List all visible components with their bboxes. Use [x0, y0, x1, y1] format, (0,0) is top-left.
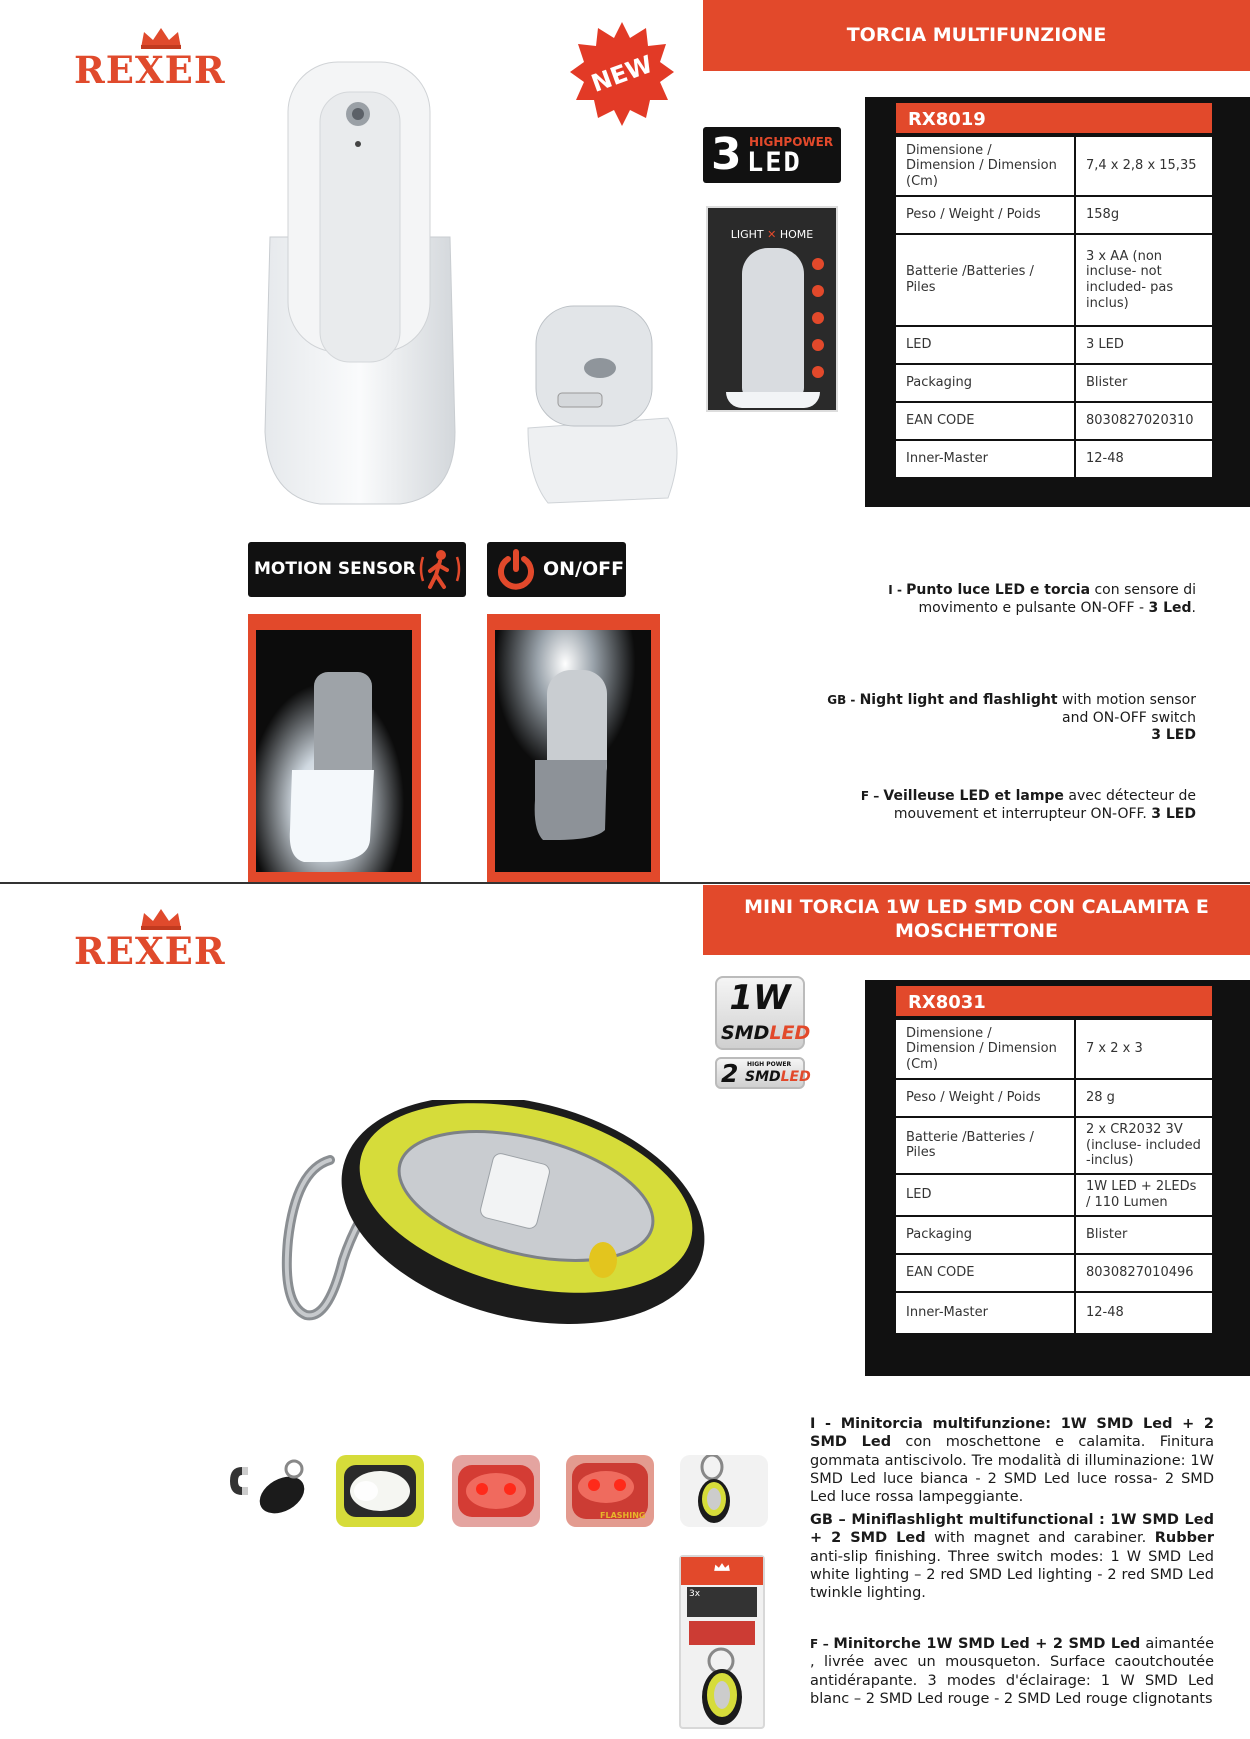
spec-panel-rx8031: [865, 980, 1250, 1376]
table-row: EAN CODE 8030827020310: [895, 402, 1213, 440]
pack-count-label: 3x: [687, 1587, 757, 1617]
2-label: 2: [721, 1059, 739, 1088]
spec-panel-rx8019: [865, 97, 1250, 507]
walking-person-icon: [418, 547, 462, 591]
section-divider: [0, 882, 1250, 884]
smd-label-2: SMD: [745, 1069, 781, 1085]
description-fr: F – Minitorche 1W SMD Led + 2 SMD Led aimantée , livrée avec un mousqueton. Surface caoutchoutée antidérapante. 3 modes d'éclairage: 1 W SMD Led blanc – 2 SMD Led rouge - 2 SMD Led rouge clignotants: [810, 1636, 1214, 1707]
description-it: I - Minitorcia multifunzione: 1W SMD Led + 2 SMD Led con moschettone e calamita. Finitura gommata antiscivolo. Tre modalità di illuminazione: 1W SMD Led luce bianca - 2 SMD Led luce rossa- 2 SMD Led luce rossa lampeggiante.: [810, 1416, 1214, 1506]
thumb-magnet: [222, 1455, 310, 1527]
product-code: RX8031: [894, 984, 1214, 1018]
thumb-white-light: [336, 1455, 424, 1527]
thumb-keychain: [680, 1455, 768, 1527]
on-off-badge: [487, 542, 626, 597]
table-row: EAN CODE 8030827010496: [895, 1254, 1213, 1292]
table-row: Inner-Master 12-48: [895, 1292, 1213, 1334]
table-row: Peso / Weight / Poids 158g: [895, 196, 1213, 234]
page-title: TORCIA MULTIFUNZIONE: [703, 0, 1250, 71]
thumb-red-flashing: [566, 1455, 654, 1527]
highpower-led-badge: [703, 127, 841, 183]
spec-table: [894, 135, 1214, 479]
description-fr: F – Veilleuse LED et lampe avec détecteur de mouvement et interrupteur ON-OFF. 3 LED: [860, 788, 1196, 822]
new-starburst-badge: [568, 20, 676, 128]
table-row: Batterie /Batteries / Piles 3 x AA (non incluse- not included- pas inclus): [895, 234, 1213, 326]
flashing-label: FLASHING: [600, 1511, 646, 1520]
power-icon: [495, 549, 537, 591]
table-row: Dimensione / Dimension / Dimension (Cm) 7 x 2 x 3: [895, 1019, 1213, 1079]
2-smd-led-badge: [715, 1057, 811, 1089]
new-label: NEW: [587, 50, 657, 98]
table-row: Packaging Blister: [895, 364, 1213, 402]
table-row: Dimensione / Dimension / Dimension (Cm) 7,4 x 2,8 x 15,35: [895, 136, 1213, 196]
on-off-night-photo: [487, 614, 660, 882]
led-count: 3: [711, 129, 742, 180]
table-row: LED 3 LED: [895, 326, 1213, 364]
table-row: Packaging Blister: [895, 1216, 1213, 1254]
product-section-rx8031: [0, 885, 1250, 1739]
high-power-label: HIGH POWER: [747, 1061, 792, 1068]
rexer-logo: [74, 26, 249, 92]
table-row: Batterie /Batteries / Piles 2 x CR2032 3V (incluse- included -inclus): [895, 1117, 1213, 1174]
spec-table: [894, 1018, 1214, 1335]
crown-icon: [138, 907, 184, 931]
description-gb: GB – Miniflashlight multifunctional : 1W SMD Led + 2 SMD Led with magnet and carabiner. Rubber anti-slip finishing. Three switch modes: 1 W SMD Led white lighting – 2 red SMD Led lighting - 2 red SMD Led twinkle lighting.: [810, 1512, 1214, 1602]
table-row: Inner-Master 12-48: [895, 440, 1213, 478]
motion-sensor-night-photo: [248, 614, 421, 882]
led-label: LED: [769, 1022, 811, 1044]
on-off-label: ON/OFF: [543, 558, 625, 580]
1w-smd-led-badge: [715, 976, 811, 1050]
led-label-2: LED: [780, 1069, 811, 1085]
brand-wordmark: REXER: [74, 48, 226, 92]
blister-pack-photo: LIGHT ✕ HOME: [706, 206, 838, 412]
table-row: Peso / Weight / Poids 28 g: [895, 1079, 1213, 1117]
smd-label: SMD: [721, 1022, 770, 1044]
table-row: LED 1W LED + 2LEDs / 110 Lumen: [895, 1174, 1213, 1216]
pack-light-label: LIGHT: [730, 228, 764, 241]
motion-sensor-badge: [248, 542, 466, 597]
highpower-label: HIGHPOWER: [749, 135, 834, 149]
1w-label: 1W: [729, 978, 791, 1018]
crown-icon: [713, 1561, 731, 1573]
blister-pack-photo-2: [679, 1555, 765, 1729]
crown-icon: [138, 26, 184, 50]
brand-wordmark: REXER: [74, 929, 226, 973]
rexer-logo: [74, 907, 249, 973]
product-code: RX8019: [894, 101, 1214, 135]
description-gb: GB - Night light and flashlight with motion sensor and ON-OFF switch 3 LED: [827, 692, 1196, 743]
mini-torch-main-photo: [268, 1100, 718, 1340]
thumb-red-light: [452, 1455, 540, 1527]
night-light-side-photo: [518, 298, 690, 508]
led-label: LED: [747, 147, 802, 178]
page-title: MINI TORCIA 1W LED SMD CON CALAMITA E MOSCHETTONE: [703, 885, 1250, 955]
pack-home-label: HOME: [779, 228, 814, 241]
description-it: I - Punto luce LED e torcia con sensore di movimento e pulsante ON-OFF - 3 Led.: [888, 582, 1196, 616]
motion-sensor-label: MOTION SENSOR: [254, 559, 416, 579]
night-light-main-photo: [250, 52, 470, 512]
